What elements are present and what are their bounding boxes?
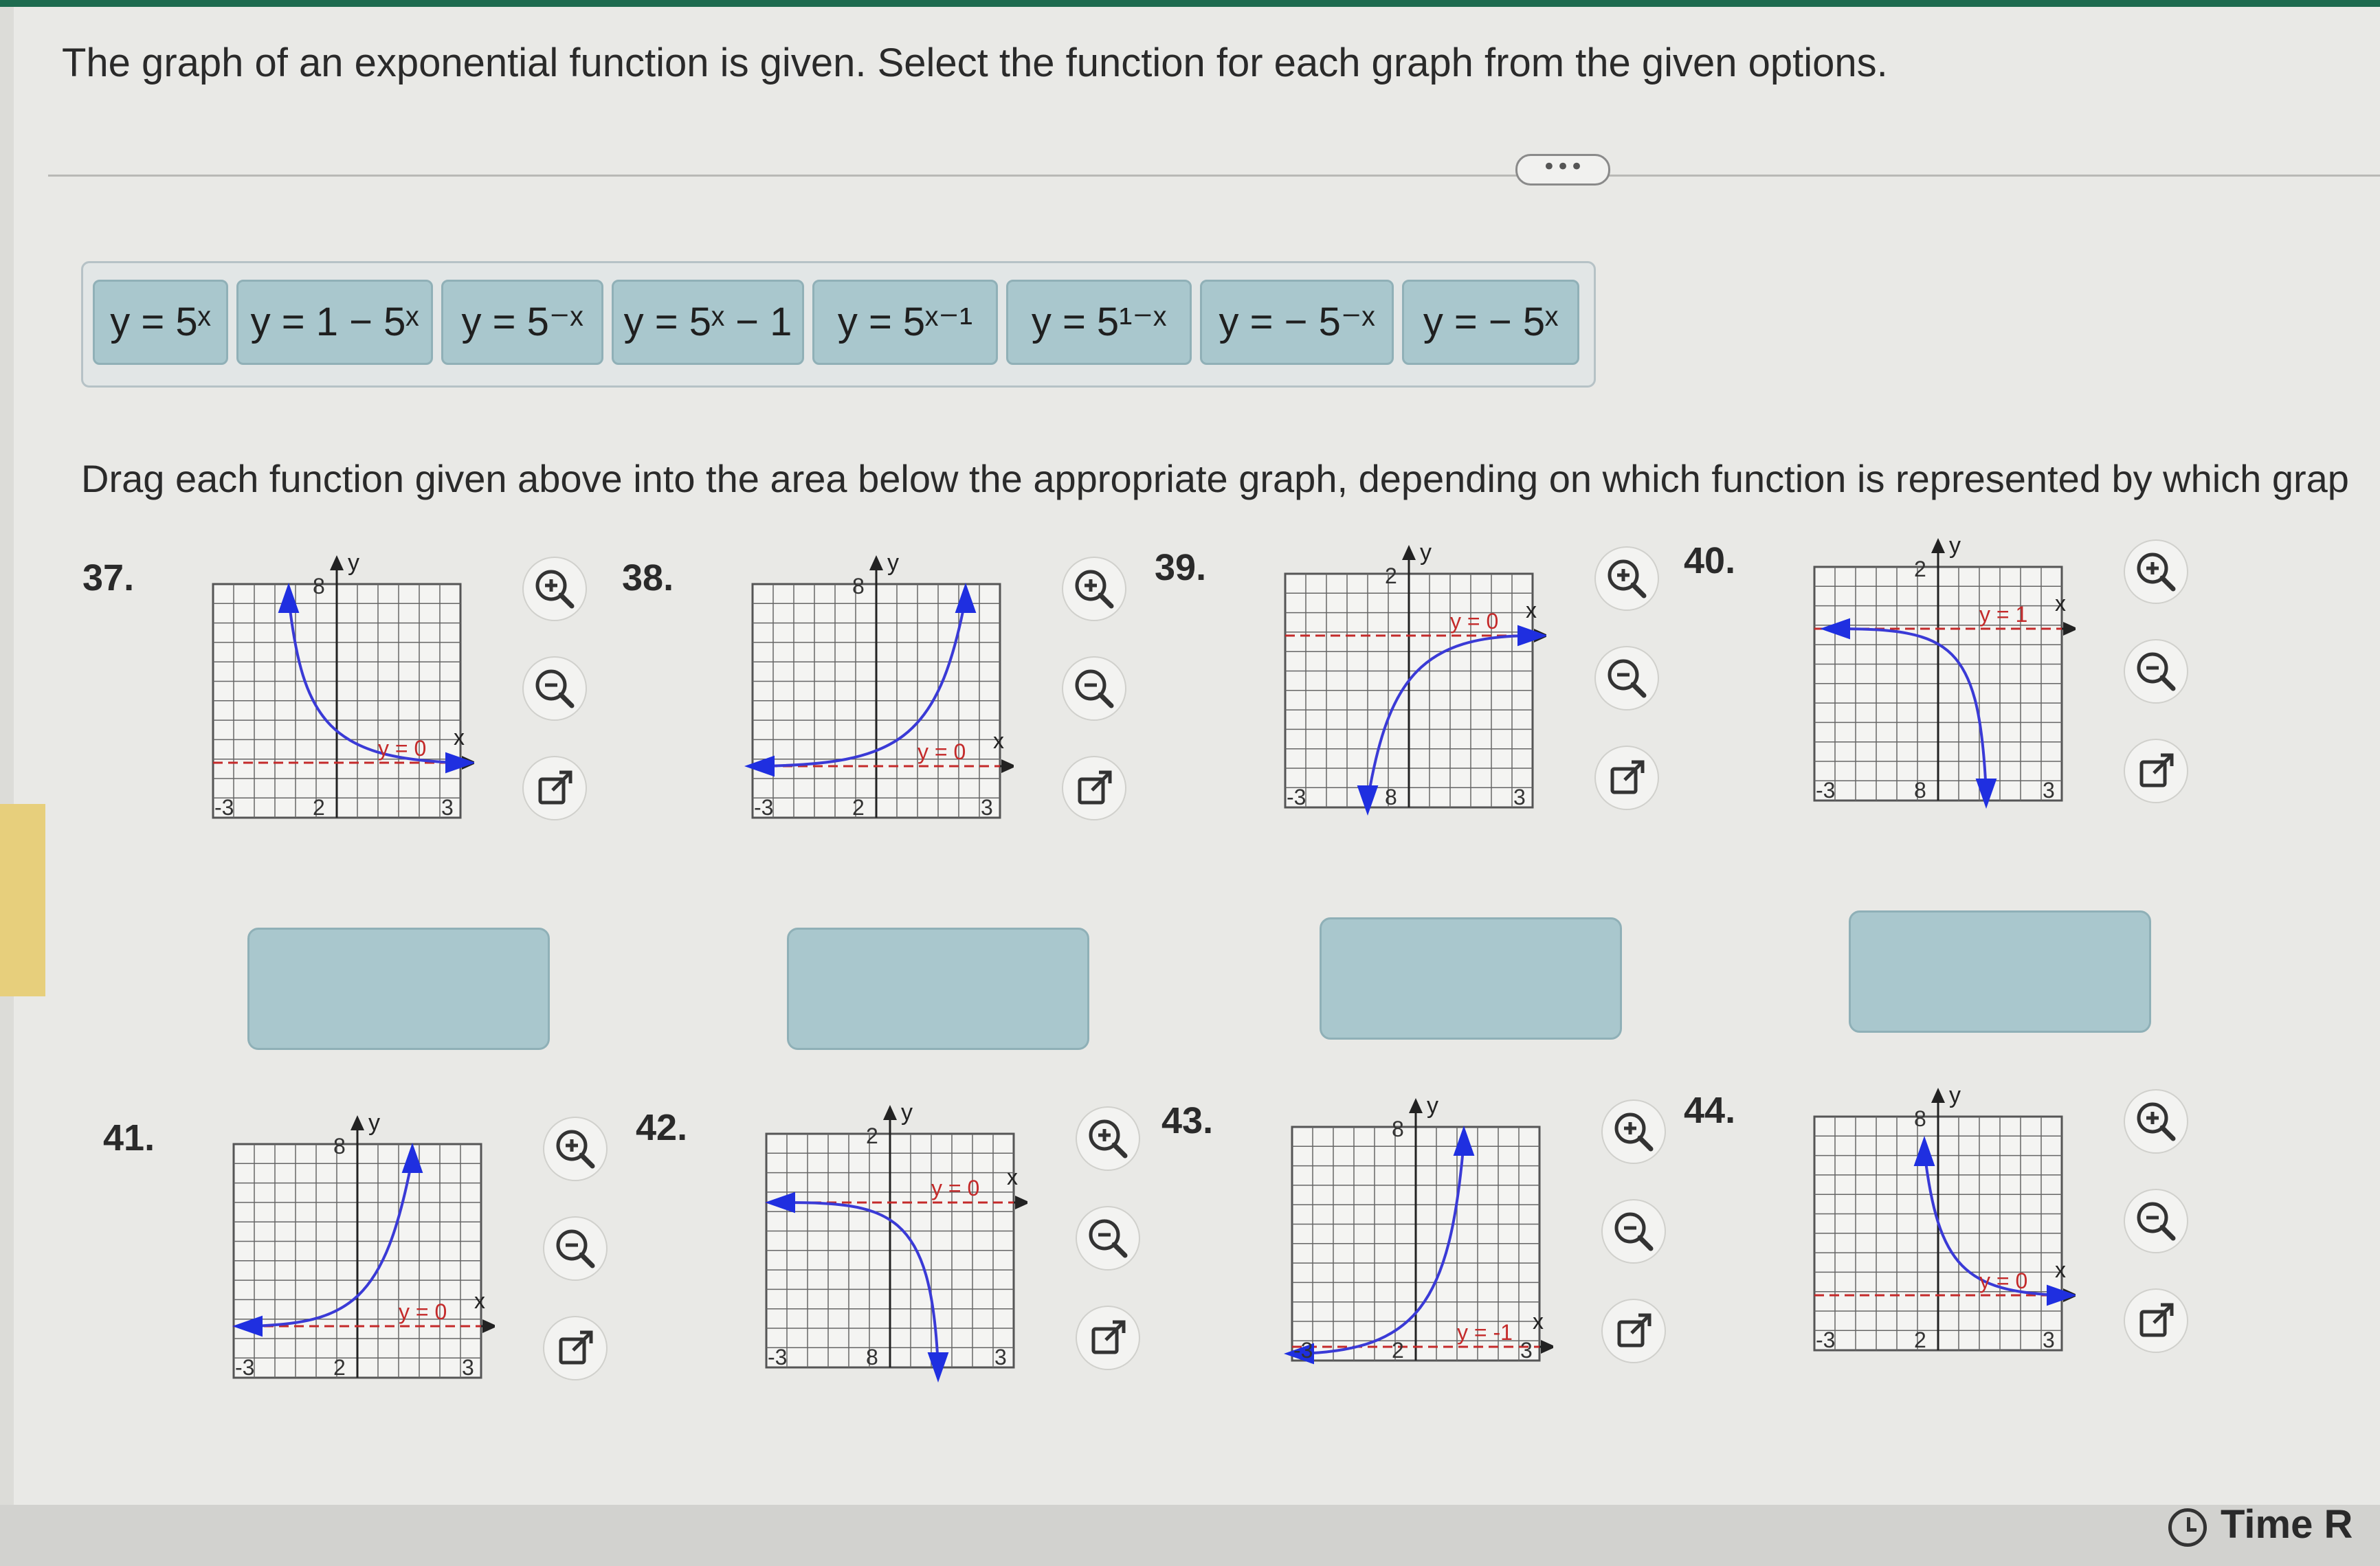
open-new-window-icon — [544, 1317, 606, 1379]
zoom-out-button[interactable] — [1062, 656, 1126, 721]
exponential-graph[interactable] — [1787, 533, 2076, 828]
item-number: 38. — [622, 557, 674, 599]
tick-label-top: 8 — [1392, 1117, 1404, 1141]
x-axis-arrow — [1541, 1340, 1553, 1354]
zoom-in-icon — [2125, 541, 2187, 603]
open-graph-button[interactable] — [543, 1316, 608, 1380]
tick-label-right: 3 — [981, 795, 993, 820]
tick-label-bottom: 2 — [852, 795, 865, 820]
open-new-window-icon — [1077, 1307, 1139, 1369]
exponential-graph[interactable] — [725, 550, 1014, 845]
asymptote-label: y = 0 — [1979, 1268, 2028, 1293]
bottom-status-bar — [0, 1505, 2380, 1566]
zoom-in-icon — [1063, 558, 1125, 620]
tick-label-left: -3 — [1293, 1338, 1313, 1363]
y-axis-label: y — [1949, 533, 1961, 559]
zoom-out-icon — [1077, 1207, 1139, 1269]
zoom-out-icon — [2125, 640, 2187, 702]
tick-label-left: -3 — [214, 795, 234, 820]
section-divider — [48, 175, 2380, 177]
open-graph-button[interactable] — [1076, 1306, 1140, 1370]
y-axis-label: y — [1427, 1093, 1438, 1119]
x-axis-label: x — [2055, 1257, 2066, 1282]
tick-label-top: 8 — [852, 574, 865, 599]
instruction-text: Drag each function given above into the area below the appropriate graph, depending on which function is represented by which grap — [81, 457, 2349, 500]
y-axis-label: y — [887, 550, 899, 576]
asymptote-label: y = 0 — [1450, 609, 1499, 634]
tick-label-right: 3 — [1520, 1338, 1533, 1363]
open-new-window-icon — [2125, 740, 2187, 802]
item-number: 40. — [1684, 540, 1736, 581]
time-remaining[interactable] — [2168, 1501, 2353, 1556]
option-tile[interactable]: y = 5ˣ − 1 — [612, 280, 804, 365]
tick-label-top: 2 — [1914, 557, 1926, 581]
zoom-out-icon — [2125, 1190, 2187, 1252]
tick-label-left: -3 — [235, 1355, 255, 1380]
open-new-window-icon — [524, 757, 586, 819]
exponential-graph[interactable] — [1258, 539, 1546, 835]
exponential-graph[interactable] — [186, 550, 474, 845]
x-axis-arrow — [2063, 622, 2076, 636]
y-axis-arrow — [1931, 538, 1945, 553]
zoom-out-button[interactable] — [2124, 1189, 2188, 1253]
top-accent-bar — [0, 0, 2380, 7]
function-options-tray — [81, 261, 1596, 388]
item-number: 42. — [636, 1107, 688, 1148]
x-axis-label: x — [2055, 591, 2066, 616]
zoom-in-button[interactable] — [1076, 1106, 1140, 1171]
tick-label-bottom: 2 — [1392, 1338, 1404, 1363]
zoom-in-button[interactable] — [1594, 546, 1659, 611]
option-tile[interactable]: y = 5ˣ — [93, 280, 228, 365]
zoom-in-icon — [2125, 1090, 2187, 1152]
zoom-in-icon — [544, 1118, 606, 1180]
item-number: 41. — [103, 1117, 155, 1159]
answer-drop-zone[interactable] — [247, 928, 550, 1050]
option-tile[interactable]: y = 5⁻ˣ — [441, 280, 603, 365]
answer-drop-zone[interactable] — [787, 928, 1089, 1050]
open-graph-button[interactable] — [1062, 756, 1126, 820]
x-axis-label: x — [1533, 1309, 1544, 1334]
zoom-out-icon — [1603, 1200, 1665, 1262]
tick-label-left: -3 — [768, 1345, 788, 1369]
tick-label-top: 8 — [333, 1134, 346, 1159]
x-axis-label: x — [454, 725, 465, 750]
tick-label-top: 8 — [1914, 1106, 1926, 1131]
zoom-in-icon — [1077, 1108, 1139, 1170]
tick-label-top: 8 — [313, 574, 325, 599]
tick-label-right: 3 — [994, 1345, 1007, 1369]
open-new-window-icon — [1063, 757, 1125, 819]
more-options-button[interactable]: ••• — [1515, 154, 1610, 186]
tick-label-right: 3 — [441, 795, 454, 820]
zoom-out-button[interactable] — [1601, 1199, 1666, 1264]
y-axis-label: y — [1420, 539, 1432, 566]
y-axis-arrow — [1409, 1098, 1423, 1113]
item-number: 37. — [82, 557, 135, 599]
option-tile[interactable]: y = 1 − 5ˣ — [236, 280, 433, 365]
tick-label-left: -3 — [754, 795, 774, 820]
tick-label-bottom: 2 — [313, 795, 325, 820]
asymptote-label: y = 0 — [399, 1299, 447, 1324]
asymptote-label: y = 0 — [931, 1176, 980, 1200]
exponential-graph[interactable] — [739, 1099, 1027, 1395]
tick-label-bottom: 8 — [1385, 785, 1397, 809]
clock-icon — [2168, 1508, 2207, 1547]
tick-label-bottom: 8 — [1914, 778, 1926, 803]
x-axis-arrow — [1001, 759, 1014, 773]
exponential-graph[interactable] — [206, 1110, 495, 1405]
option-tile[interactable]: y = 5¹⁻ˣ — [1006, 280, 1192, 365]
zoom-out-button[interactable] — [1594, 646, 1659, 711]
x-axis-arrow — [482, 1319, 495, 1333]
zoom-out-icon — [1596, 647, 1658, 709]
y-axis-arrow — [883, 1105, 897, 1120]
tick-label-bottom: 8 — [866, 1345, 878, 1369]
x-axis-arrow — [1015, 1196, 1027, 1209]
y-axis-arrow — [330, 555, 344, 570]
zoom-out-icon — [1063, 658, 1125, 719]
open-new-window-icon — [1596, 747, 1658, 809]
open-new-window-icon — [2125, 1290, 2187, 1352]
open-graph-button[interactable] — [2124, 1288, 2188, 1353]
tick-label-bottom: 2 — [333, 1355, 346, 1380]
tick-label-right: 3 — [1513, 785, 1526, 809]
zoom-out-button[interactable] — [1076, 1206, 1140, 1271]
zoom-in-button[interactable] — [2124, 1089, 2188, 1154]
open-graph-button[interactable] — [1594, 746, 1659, 810]
timer-label: Time R — [2221, 1502, 2353, 1547]
item-number: 43. — [1161, 1100, 1214, 1141]
asymptote-label: y = -1 — [1457, 1320, 1513, 1345]
tick-label-left: -3 — [1816, 778, 1836, 803]
zoom-in-icon — [1596, 548, 1658, 609]
y-axis-label: y — [901, 1099, 913, 1126]
zoom-in-button[interactable] — [522, 557, 587, 621]
y-axis-arrow — [1931, 1088, 1945, 1103]
asymptote-label: y = 0 — [917, 739, 966, 764]
option-tile[interactable]: y = 5ˣ⁻¹ — [812, 280, 998, 365]
zoom-out-icon — [524, 658, 586, 719]
zoom-in-icon — [524, 558, 586, 620]
open-graph-button[interactable] — [2124, 739, 2188, 803]
zoom-in-icon — [1603, 1101, 1665, 1163]
zoom-out-icon — [544, 1218, 606, 1279]
zoom-in-button[interactable] — [2124, 539, 2188, 604]
x-axis-label: x — [1007, 1165, 1018, 1189]
tick-label-bottom: 2 — [1914, 1328, 1926, 1352]
x-axis-label: x — [993, 728, 1004, 753]
answer-drop-zone[interactable] — [1320, 917, 1622, 1040]
y-axis-label: y — [348, 550, 359, 576]
tick-label-left: -3 — [1816, 1328, 1836, 1352]
tick-label-top: 2 — [1385, 563, 1397, 588]
left-panel-edge — [0, 7, 14, 1505]
zoom-out-button[interactable] — [543, 1216, 608, 1281]
x-axis-label: x — [474, 1288, 485, 1313]
y-axis-label: y — [1949, 1082, 1961, 1108]
item-number: 39. — [1155, 547, 1207, 588]
option-tile[interactable]: y = − 5ˣ — [1402, 280, 1579, 365]
zoom-in-button[interactable] — [543, 1117, 608, 1181]
answer-drop-zone[interactable] — [1849, 910, 2151, 1033]
open-new-window-icon — [1603, 1300, 1665, 1362]
exponential-graph[interactable] — [1265, 1093, 1553, 1388]
asymptote-label: y = 0 — [378, 736, 427, 761]
y-axis-label: y — [368, 1110, 380, 1136]
tick-label-left: -3 — [1287, 785, 1306, 809]
zoom-out-button[interactable] — [2124, 639, 2188, 704]
zoom-in-button[interactable] — [1062, 557, 1126, 621]
y-axis-arrow — [1402, 545, 1416, 560]
zoom-out-button[interactable] — [522, 656, 587, 721]
item-number: 44. — [1684, 1090, 1736, 1131]
tick-label-top: 2 — [866, 1123, 878, 1148]
tick-label-right: 3 — [2043, 778, 2055, 803]
option-tile[interactable]: y = − 5⁻ˣ — [1200, 280, 1394, 365]
y-axis-arrow — [351, 1115, 364, 1130]
asymptote-label: y = 1 — [1979, 602, 2028, 627]
y-axis-arrow — [869, 555, 883, 570]
zoom-in-button[interactable] — [1601, 1099, 1666, 1164]
open-graph-button[interactable] — [522, 756, 587, 820]
exponential-graph[interactable] — [1787, 1082, 2076, 1378]
question-text: The graph of an exponential function is given. Select the function for each graph from the given options. — [62, 41, 1888, 85]
tick-label-right: 3 — [2043, 1328, 2055, 1352]
x-axis-label: x — [1526, 598, 1537, 623]
left-highlight-strip — [0, 804, 45, 996]
tick-label-right: 3 — [462, 1355, 474, 1380]
open-graph-button[interactable] — [1601, 1299, 1666, 1363]
